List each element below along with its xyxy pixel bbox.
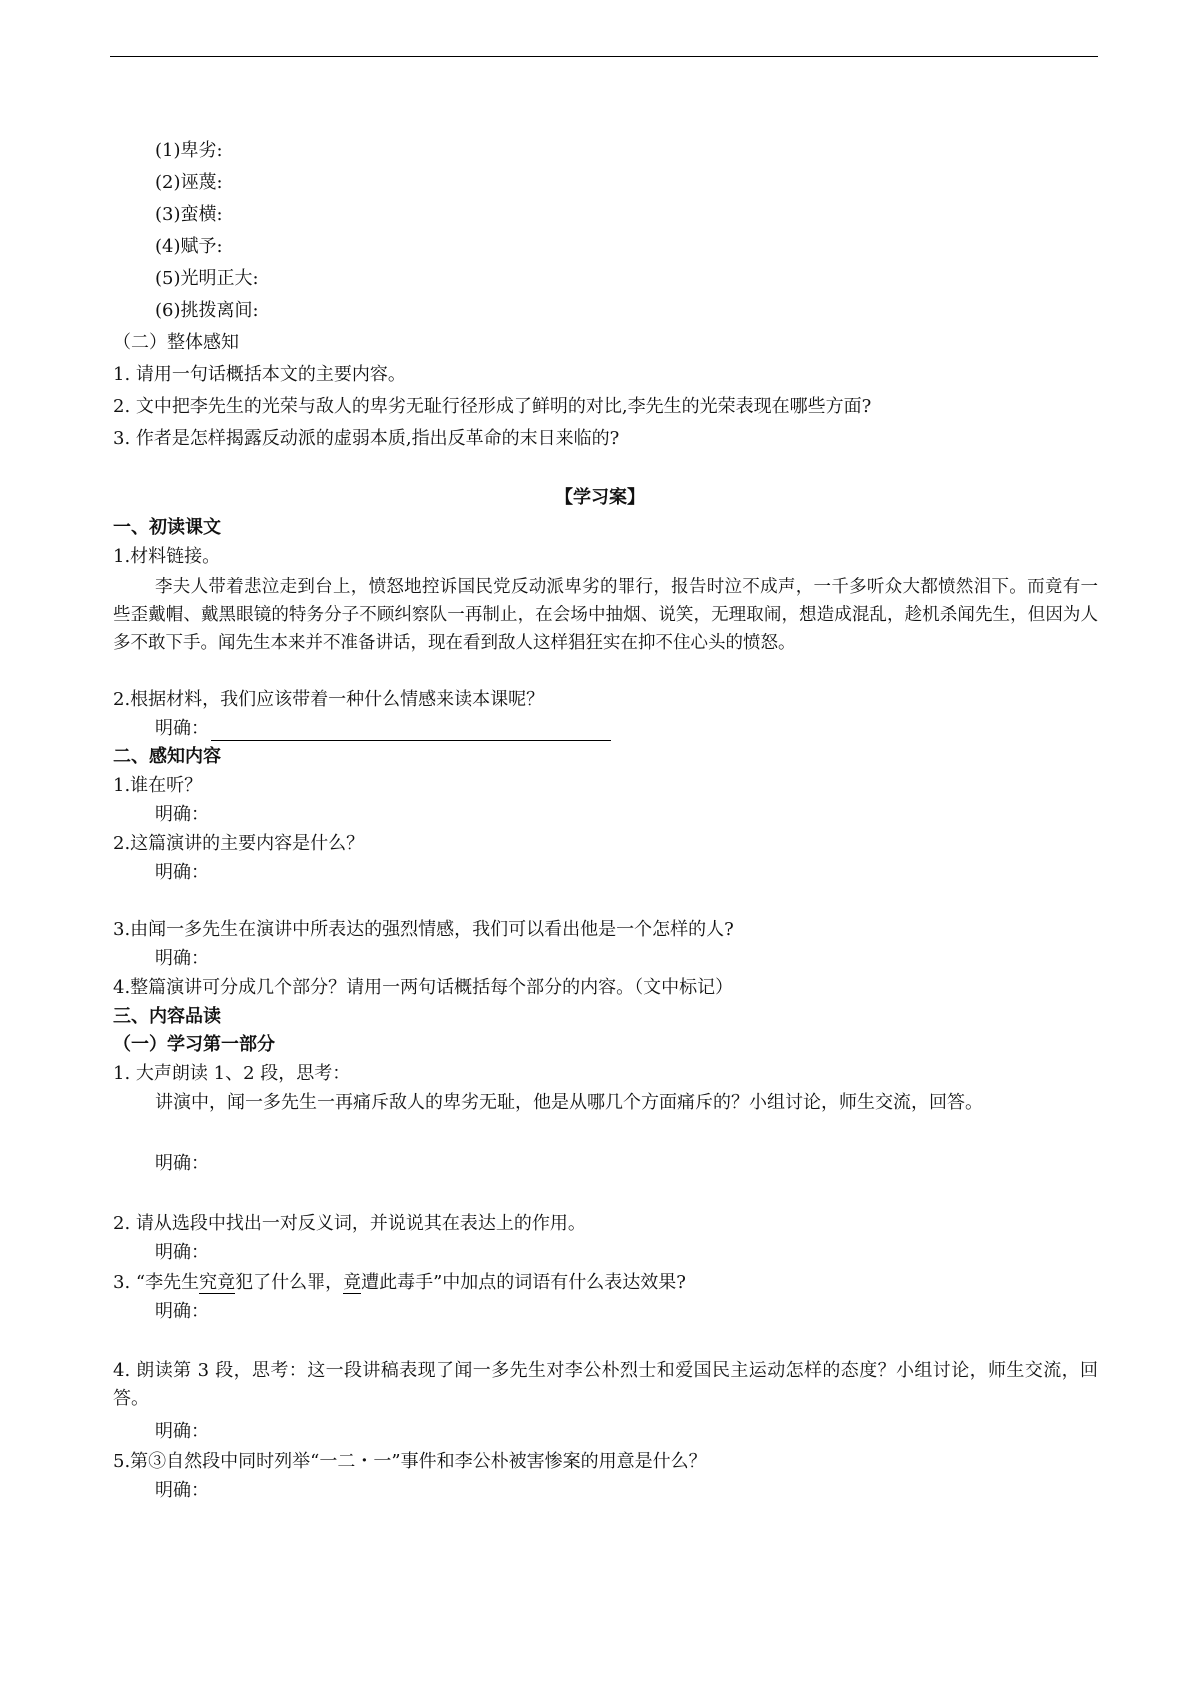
answer-label: 明确： [155,1242,209,1263]
question-text: 讲演中，闻一多先生一再痛斥敌人的卑劣无耻，他是从哪几个方面痛斥的？小组讨论，师生交流，回答。 [155,1092,983,1113]
section-heading: 二、感知内容 [113,746,221,767]
subsection-heading: （一）学习第一部分 [113,1034,275,1055]
question-suffix: 遭此毒手”中加点的词语有什么表达效果? [361,1272,686,1293]
answer-blank[interactable] [211,722,611,741]
question: 2. 请从选段中找出一对反义词，并说说其在表达上的作用。 [113,1213,586,1234]
question-prefix: 3. “李先生 [113,1272,200,1293]
section-heading: 一、初读课文 [113,517,221,538]
dotted-word: 究竟 [199,1272,236,1293]
question: 4. 朗读第 3 段，思考：这一段讲稿表现了闻一多先生对李公朴烈士和爱国民主运动怎样的态度？小组讨论，师生交流，回答。 [113,1360,1098,1409]
vocab-item: (4)赋予: [155,236,223,257]
question-middle: 犯了什么罪， [235,1272,344,1293]
question: 5.第③自然段中同时列举“一二・一”事件和李公朴被害惨案的用意是什么？ [113,1451,707,1472]
answer-line [155,717,611,741]
question: 2. 文中把李先生的光荣与敌人的卑劣无耻行径形成了鲜明的对比,李先生的光荣表现在哪些方面? [113,396,872,417]
question: 1.谁在听？ [113,775,203,796]
question [113,1271,686,1295]
header-rule [110,56,1098,57]
answer-label: 明确： [155,948,209,969]
vocab-item: (1)卑劣: [155,140,223,161]
question: 4.整篇演讲可分成几个部分？请用一两句话概括每个部分的内容。（文中标记） [113,977,734,998]
question: 1. 请用一句话概括本文的主要内容。 [113,364,406,385]
material-paragraph: 李夫人带着悲泣走到台上，愤怒地控诉国民党反动派卑劣的罪行，报告时泣不成声，一千多听众大都愤然泪下。而竟有一些歪戴帽、戴黑眼镜的特务分子不顾纠察队一再制止，在会场中抽烟、说笑，无理取闹，想造成混乱，趁机杀闻先生，但因为人多不敢下手。闻先生本来并不准备讲话，现在看到敌人这样猖狂实在抑不住心头的愤怒。 [113,577,1098,653]
question: 1.材料链接。 [113,546,221,567]
answer-label: 明确： [155,1421,209,1442]
question: 2.根据材料，我们应该带着一种什么情感来读本课呢？ [113,689,545,710]
answer-label: 明确： [155,1480,209,1501]
dotted-word: 竟 [343,1272,362,1293]
answer-label: 明确： [155,862,209,883]
section-heading: （二）整体感知 [113,332,239,353]
question: 2.这篇演讲的主要内容是什么？ [113,833,365,854]
question: 3. 作者是怎样揭露反动派的虚弱本质,指出反革命的末日来临的? [113,428,620,449]
vocab-item: (5)光明正大: [155,268,259,289]
vocab-item: (6)挑拨离间: [155,300,259,321]
answer-label: 明确： [155,718,209,739]
section-heading: 三、内容品读 [113,1006,221,1027]
vocab-item: (2)诬蔑: [155,172,223,193]
study-plan-title: 【学习案】 [555,487,645,508]
question: 3.由闻一多先生在演讲中所表达的强烈情感，我们可以看出他是一个怎样的人? [113,919,734,940]
answer-label: 明确： [155,1153,209,1174]
answer-label: 明确： [155,804,209,825]
vocab-item: (3)蛮横: [155,204,223,225]
question: 1. 大声朗读 1、2 段，思考： [113,1063,351,1084]
answer-label: 明确： [155,1301,209,1322]
